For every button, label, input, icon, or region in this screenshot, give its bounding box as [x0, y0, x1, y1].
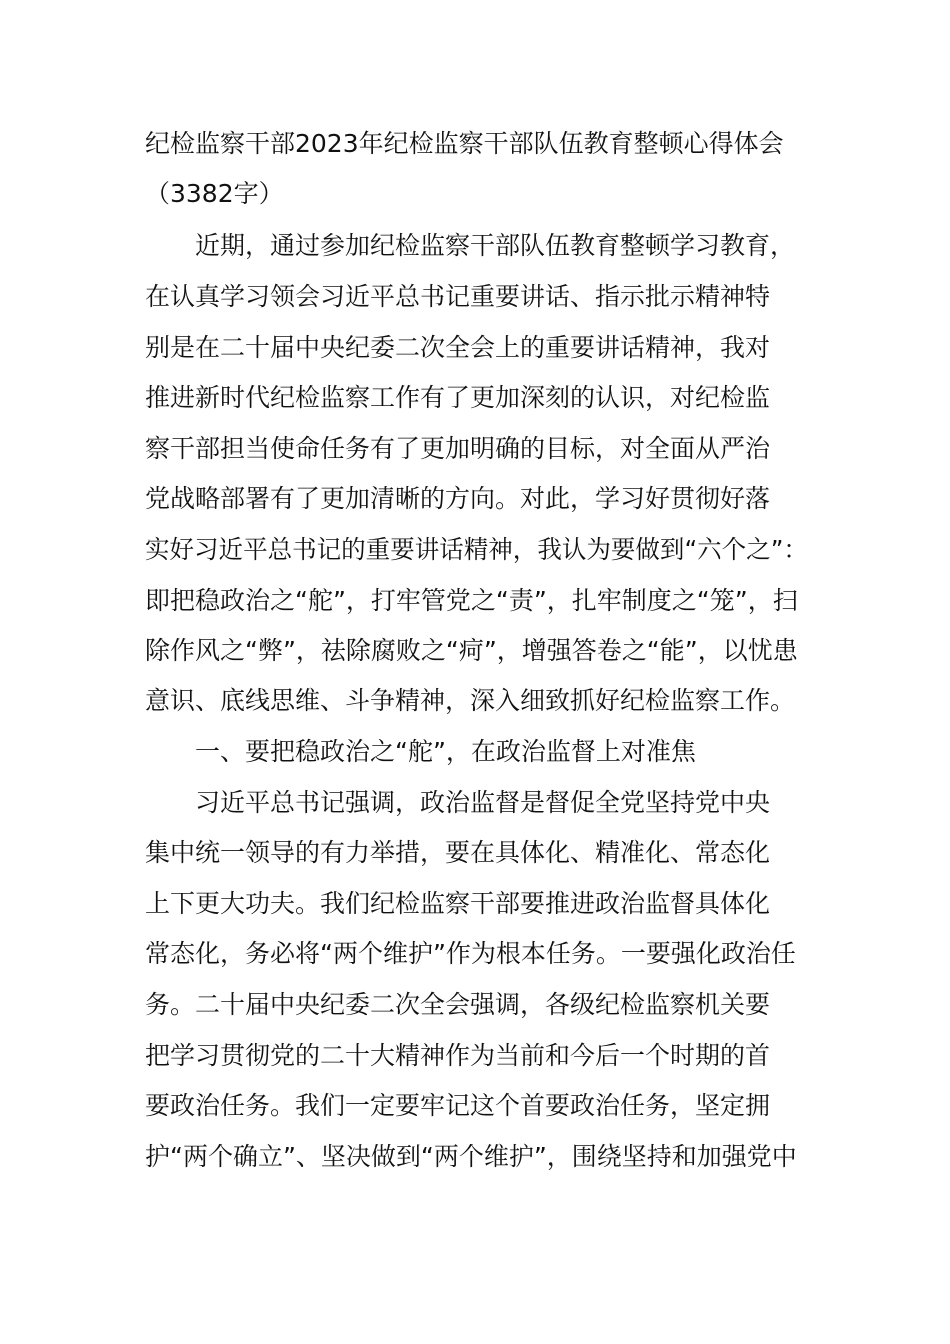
paragraph1-line: 察干部担当使命任务有了更加明确的目标，对全面从严治 [145, 434, 771, 463]
paragraph1-line: 即把稳政治之“舵”，打牢管党之“责”，扎牢制度之“笼”，扫 [145, 586, 798, 615]
paragraph2-line: 集中统一领导的有力举措，要在具体化、精准化、常态化 [145, 838, 771, 867]
paragraph1-line: 别是在二十届中央纪委二次全会上的重要讲话精神，我对 [145, 333, 771, 362]
paragraph1-line: 党战略部署有了更加清晰的方向。对此，学习好贯彻好落 [145, 484, 771, 513]
section-heading-1: 一、要把稳政治之“舵”，在政治监督上对准焦 [195, 737, 696, 766]
paragraph2-line: 要政治任务。我们一定要牢记这个首要政治任务，坚定拥 [145, 1091, 771, 1120]
paragraph2-line: 上下更大功夫。我们纪检监察干部要推进政治监督具体化 [145, 889, 771, 918]
document-title-line-1: 纪检监察干部2023年纪检监察干部队伍教育整顿心得体会 [145, 129, 784, 158]
paragraph1-line: 推进新时代纪检监察工作有了更加深刻的认识，对纪检监 [145, 383, 771, 412]
paragraph1-line: 近期，通过参加纪检监察干部队伍教育整顿学习教育， [195, 231, 796, 260]
paragraph1-line: 除作风之“弊”，祛除腐败之“疴”，增强答卷之“能”，以忧患 [145, 636, 798, 665]
paragraph2-line: 护“两个确立”、坚决做到“两个维护”，围绕坚持和加强党中 [145, 1142, 797, 1171]
document-title-line-2: （3382字） [145, 179, 284, 208]
paragraph1-line: 实好习近平总书记的重要讲话精神，我认为要做到“六个之”： [145, 535, 808, 564]
paragraph1-line: 在认真学习领会习近平总书记重要讲话、指示批示精神特 [145, 282, 771, 311]
paragraph2-line: 务。二十届中央纪委二次全会强调，各级纪检监察机关要 [145, 990, 771, 1019]
paragraph1-line: 意识、底线思维、斗争精神，深入细致抓好纪检监察工作。 [145, 686, 796, 715]
paragraph2-line: 习近平总书记强调，政治监督是督促全党坚持党中央 [195, 788, 771, 817]
paragraph2-line: 常态化，务必将“两个维护”作为根本任务。一要强化政治任 [145, 939, 796, 968]
paragraph2-line: 把学习贯彻党的二十大精神作为当前和今后一个时期的首 [145, 1041, 771, 1070]
